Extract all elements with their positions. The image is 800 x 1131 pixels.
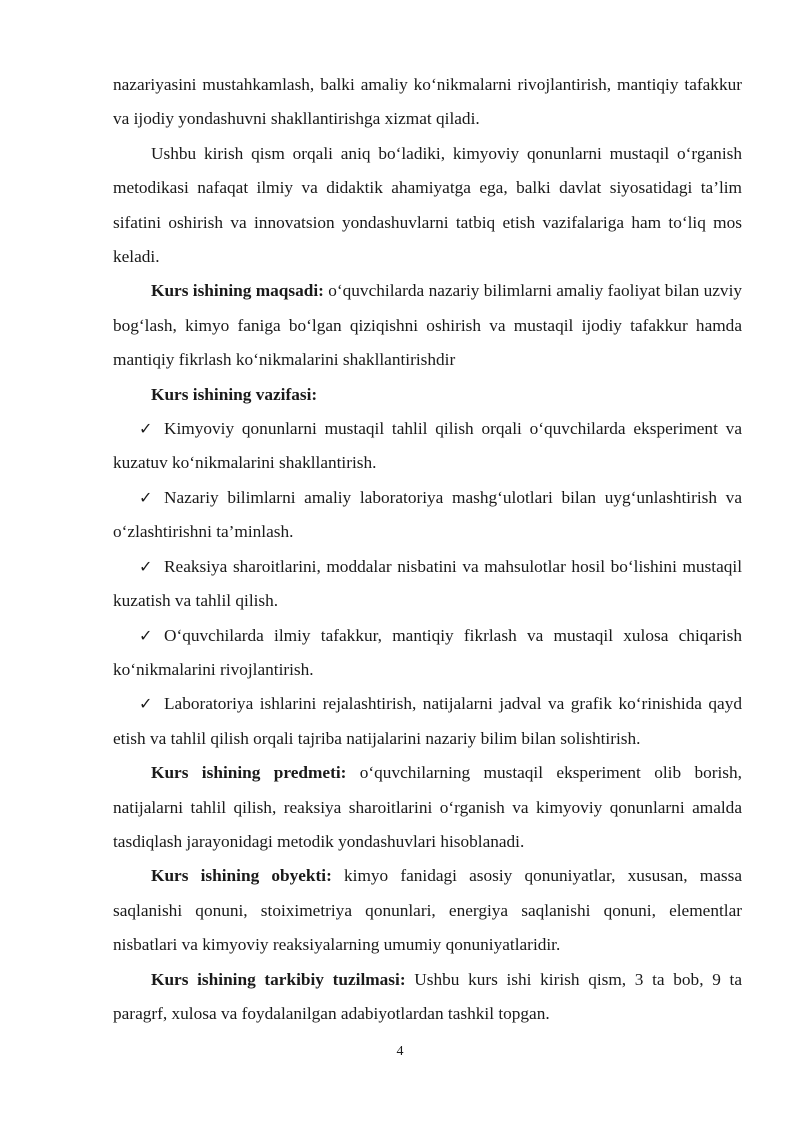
list-item xyxy=(113,619,742,688)
list-item xyxy=(113,687,742,756)
predmet-heading: Kurs ishining predmeti: xyxy=(151,763,347,783)
obyekt-text: kimyo fanidagi asosiy qonuniyatlar, xususan, massa saqlanishi qonuni, stoiximetriya qonunlari, energiya saqlanishi qonuni, elementlar nisbatlari va kimyoviy reaksiyalarning umumiy qonuniyatlaridir. xyxy=(113,866,742,955)
list-item xyxy=(113,481,742,550)
maqsad-text: o‘quvchilarda nazariy bilimlarni amaliy faoliyat bilan uzviy bog‘lash, kimyo faniga bo‘lgan qiziqishni oshirish va mustaqil ijodiy tafakkur hamda mantiqiy fikrlash ko‘nikmalarini shakllantirishdir xyxy=(113,281,743,370)
list-item-text: Kimyoviy qonunlarni mustaqil tahlil qilish orqali o‘quvchilarda eksperiment va kuzatuv ko‘nikmalarini shakllantirish. xyxy=(113,419,742,473)
paragraph-maqsad xyxy=(113,274,742,377)
checkmark-icon: ✓ xyxy=(139,694,153,714)
maqsad-heading: Kurs ishining maqsadi: xyxy=(151,281,324,301)
list-item xyxy=(113,550,742,619)
checkmark-icon: ✓ xyxy=(139,419,153,439)
paragraph-obyekt xyxy=(113,859,742,962)
checkmark-icon: ✓ xyxy=(139,556,153,576)
paragraph-conclusion-intro: Ushbu kirish qism orqali aniq bo‘ladiki, kimyoviy qonunlarni mustaqil o‘rganish metodikasi nafaqat ilmiy va didaktik ahamiyatga ega, balki davlat siyosatidagi ta’lim sifatini oshirish va innovatsion yondashuvlarni tatbiq etish vazifalariga ham to‘liq mos keladi. xyxy=(113,143,742,267)
page-body xyxy=(113,68,742,1031)
paragraph-vazifa-heading xyxy=(113,378,742,412)
tuzilma-text: Ushbu kurs ishi kirish qism, 3 ta bob, 9 ta paragrf, xulosa va foydalanilgan adabiyotlardan tashkil topgan. xyxy=(113,969,742,1023)
list-item-text: Nazariy bilimlarni amaliy laboratoriya mashg‘ulotlari bilan uyg‘unlashtirish va o‘zlashtirishni ta’minlash. xyxy=(113,487,742,542)
list-item xyxy=(113,412,742,481)
list-item-text: Laboratoriya ishlarini rejalashtirish, natijalarni jadval va grafik ko‘rinishida qayd etish va tahlil qilish orqali tajriba natijalarini nazariy bilim bilan solishtirish. xyxy=(113,694,742,748)
list-item-text: Reaksiya sharoitlarini, moddalar nisbatini va mahsulotlar hosil bo‘lishini mustaqil kuzatish va tahlil qilish. xyxy=(113,556,742,611)
vazifa-heading: Kurs ishining vazifasi: xyxy=(151,384,318,404)
list-item-text: O‘quvchilarda ilmiy tafakkur, mantiqiy fikrlash va mustaqil xulosa chiqarish ko‘nikmalarini rivojlantirish. xyxy=(113,625,742,679)
checkmark-icon: ✓ xyxy=(139,625,153,645)
predmet-text: o‘quvchilarning mustaqil eksperiment olib borish, natijalarni tahlil qilish, reaksiya sharoitlarini o‘rganish va kimyoviy qonunlarni amalda tasdiqlash jarayonidagi metodik yondashuvlari hisoblanadi. xyxy=(113,763,742,851)
tuzilma-heading: Kurs ishining tarkibiy tuzilmasi: xyxy=(151,969,406,989)
page-number: 4 xyxy=(396,1044,404,1059)
paragraph-intro-continuation: nazariyasini mustahkamlash, balki amaliy ko‘nikmalarni rivojlantirish, mantiqiy tafakkur va ijodiy yondashuvni shakllantirishga xizmat qiladi. xyxy=(113,75,742,129)
checkmark-icon: ✓ xyxy=(139,487,153,507)
obyekt-heading: Kurs ishining obyekti: xyxy=(151,866,332,886)
paragraph-predmet xyxy=(113,756,742,859)
paragraph-tuzilma xyxy=(113,963,742,1032)
